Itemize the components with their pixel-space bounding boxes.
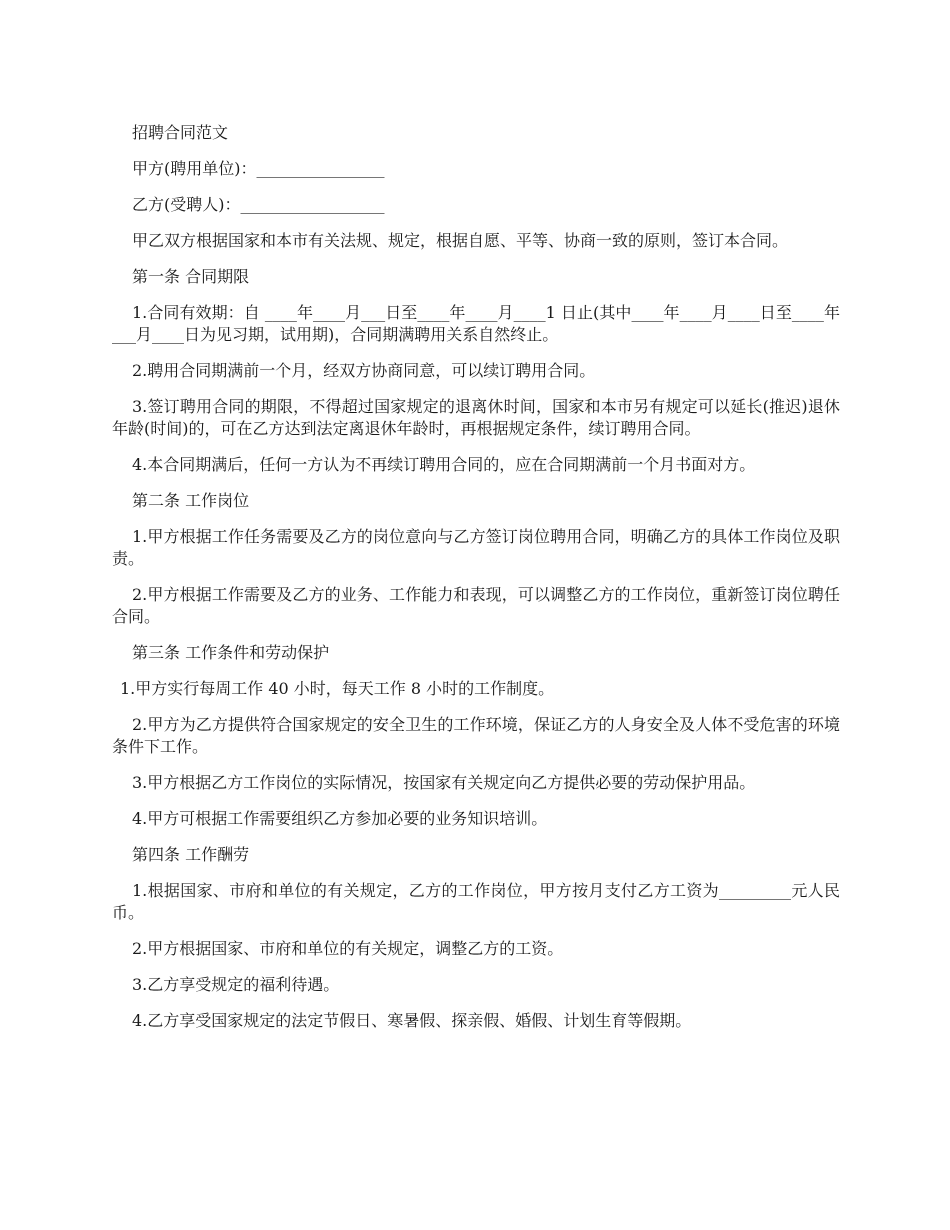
article-2-clause-1: 1.甲方根据工作任务需要及乙方的岗位意向与乙方签订岗位聘用合同，明确乙方的具体工作岗位及职责。 <box>112 527 840 568</box>
article-3-clause-1: 1.甲方实行每周工作 40 小时，每天工作 8 小时的工作制度。 <box>120 679 555 698</box>
article-2-clause-2: 2.甲方根据工作需要及乙方的业务、工作能力和表现，可以调整乙方的工作岗位，重新签订岗位聘任合同。 <box>112 585 840 626</box>
document-title: 招聘合同范文 <box>132 123 229 142</box>
article-1-clause-3: 3.签订聘用合同的期限，不得超过国家规定的退离休时间，国家和本市另有规定可以延长(推迟)退休年龄(时间)的，可在乙方达到法定离退休年龄时，再根据规定条件，续订聘用合同。 <box>112 397 840 438</box>
party-a-line: 甲方(聘用单位)：________________ <box>132 159 385 178</box>
article-1-clause-2: 2.聘用合同期满前一个月，经双方协商同意，可以续订聘用合同。 <box>132 361 596 380</box>
party-b-line: 乙方(受聘人)：__________________ <box>132 195 385 214</box>
article-4-clause-4: 4.乙方享受国家规定的法定节假日、寒暑假、探亲假、婚假、计划生育等假期。 <box>132 1011 692 1030</box>
article-4-clause-1: 1.根据国家、市府和单位的有关规定，乙方的工作岗位，甲方按月支付乙方工资为_________元人民币。 <box>112 881 840 922</box>
article-3-clause-2: 2.甲方为乙方提供符合国家规定的安全卫生的工作环境，保证乙方的人身安全及人体不受危害的环境条件下工作。 <box>112 715 840 756</box>
article-3-clause-3: 3.甲方根据乙方工作岗位的实际情况，按国家有关规定向乙方提供必要的劳动保护用品。 <box>132 773 756 792</box>
article-4-clause-2: 2.甲方根据国家、市府和单位的有关规定，调整乙方的工资。 <box>132 939 564 958</box>
preamble-paragraph: 甲乙双方根据国家和本市有关法规、规定，根据自愿、平等、协商一致的原则，签订本合同。 <box>132 231 789 250</box>
article-1-heading: 第一条 合同期限 <box>132 267 250 286</box>
article-3-heading: 第三条 工作条件和劳动保护 <box>132 643 330 662</box>
article-3-clause-4: 4.甲方可根据工作需要组织乙方参加必要的业务知识培训。 <box>132 809 548 828</box>
article-1-clause-1: 1.合同有效期：自 ____年____月___日至____年____月____1 日止(其中____年____月____日至____年___月____日为见习期，试用期)，合同期满聘用关系自然终止。 <box>112 303 840 344</box>
article-1-clause-4: 4.本合同期满后，任何一方认为不再续订聘用合同的，应在合同期满前一个月书面对方。 <box>132 455 756 474</box>
article-2-heading: 第二条 工作岗位 <box>132 491 250 510</box>
article-4-heading: 第四条 工作酬劳 <box>132 845 250 864</box>
article-4-clause-3: 3.乙方享受规定的福利待遇。 <box>132 975 340 994</box>
